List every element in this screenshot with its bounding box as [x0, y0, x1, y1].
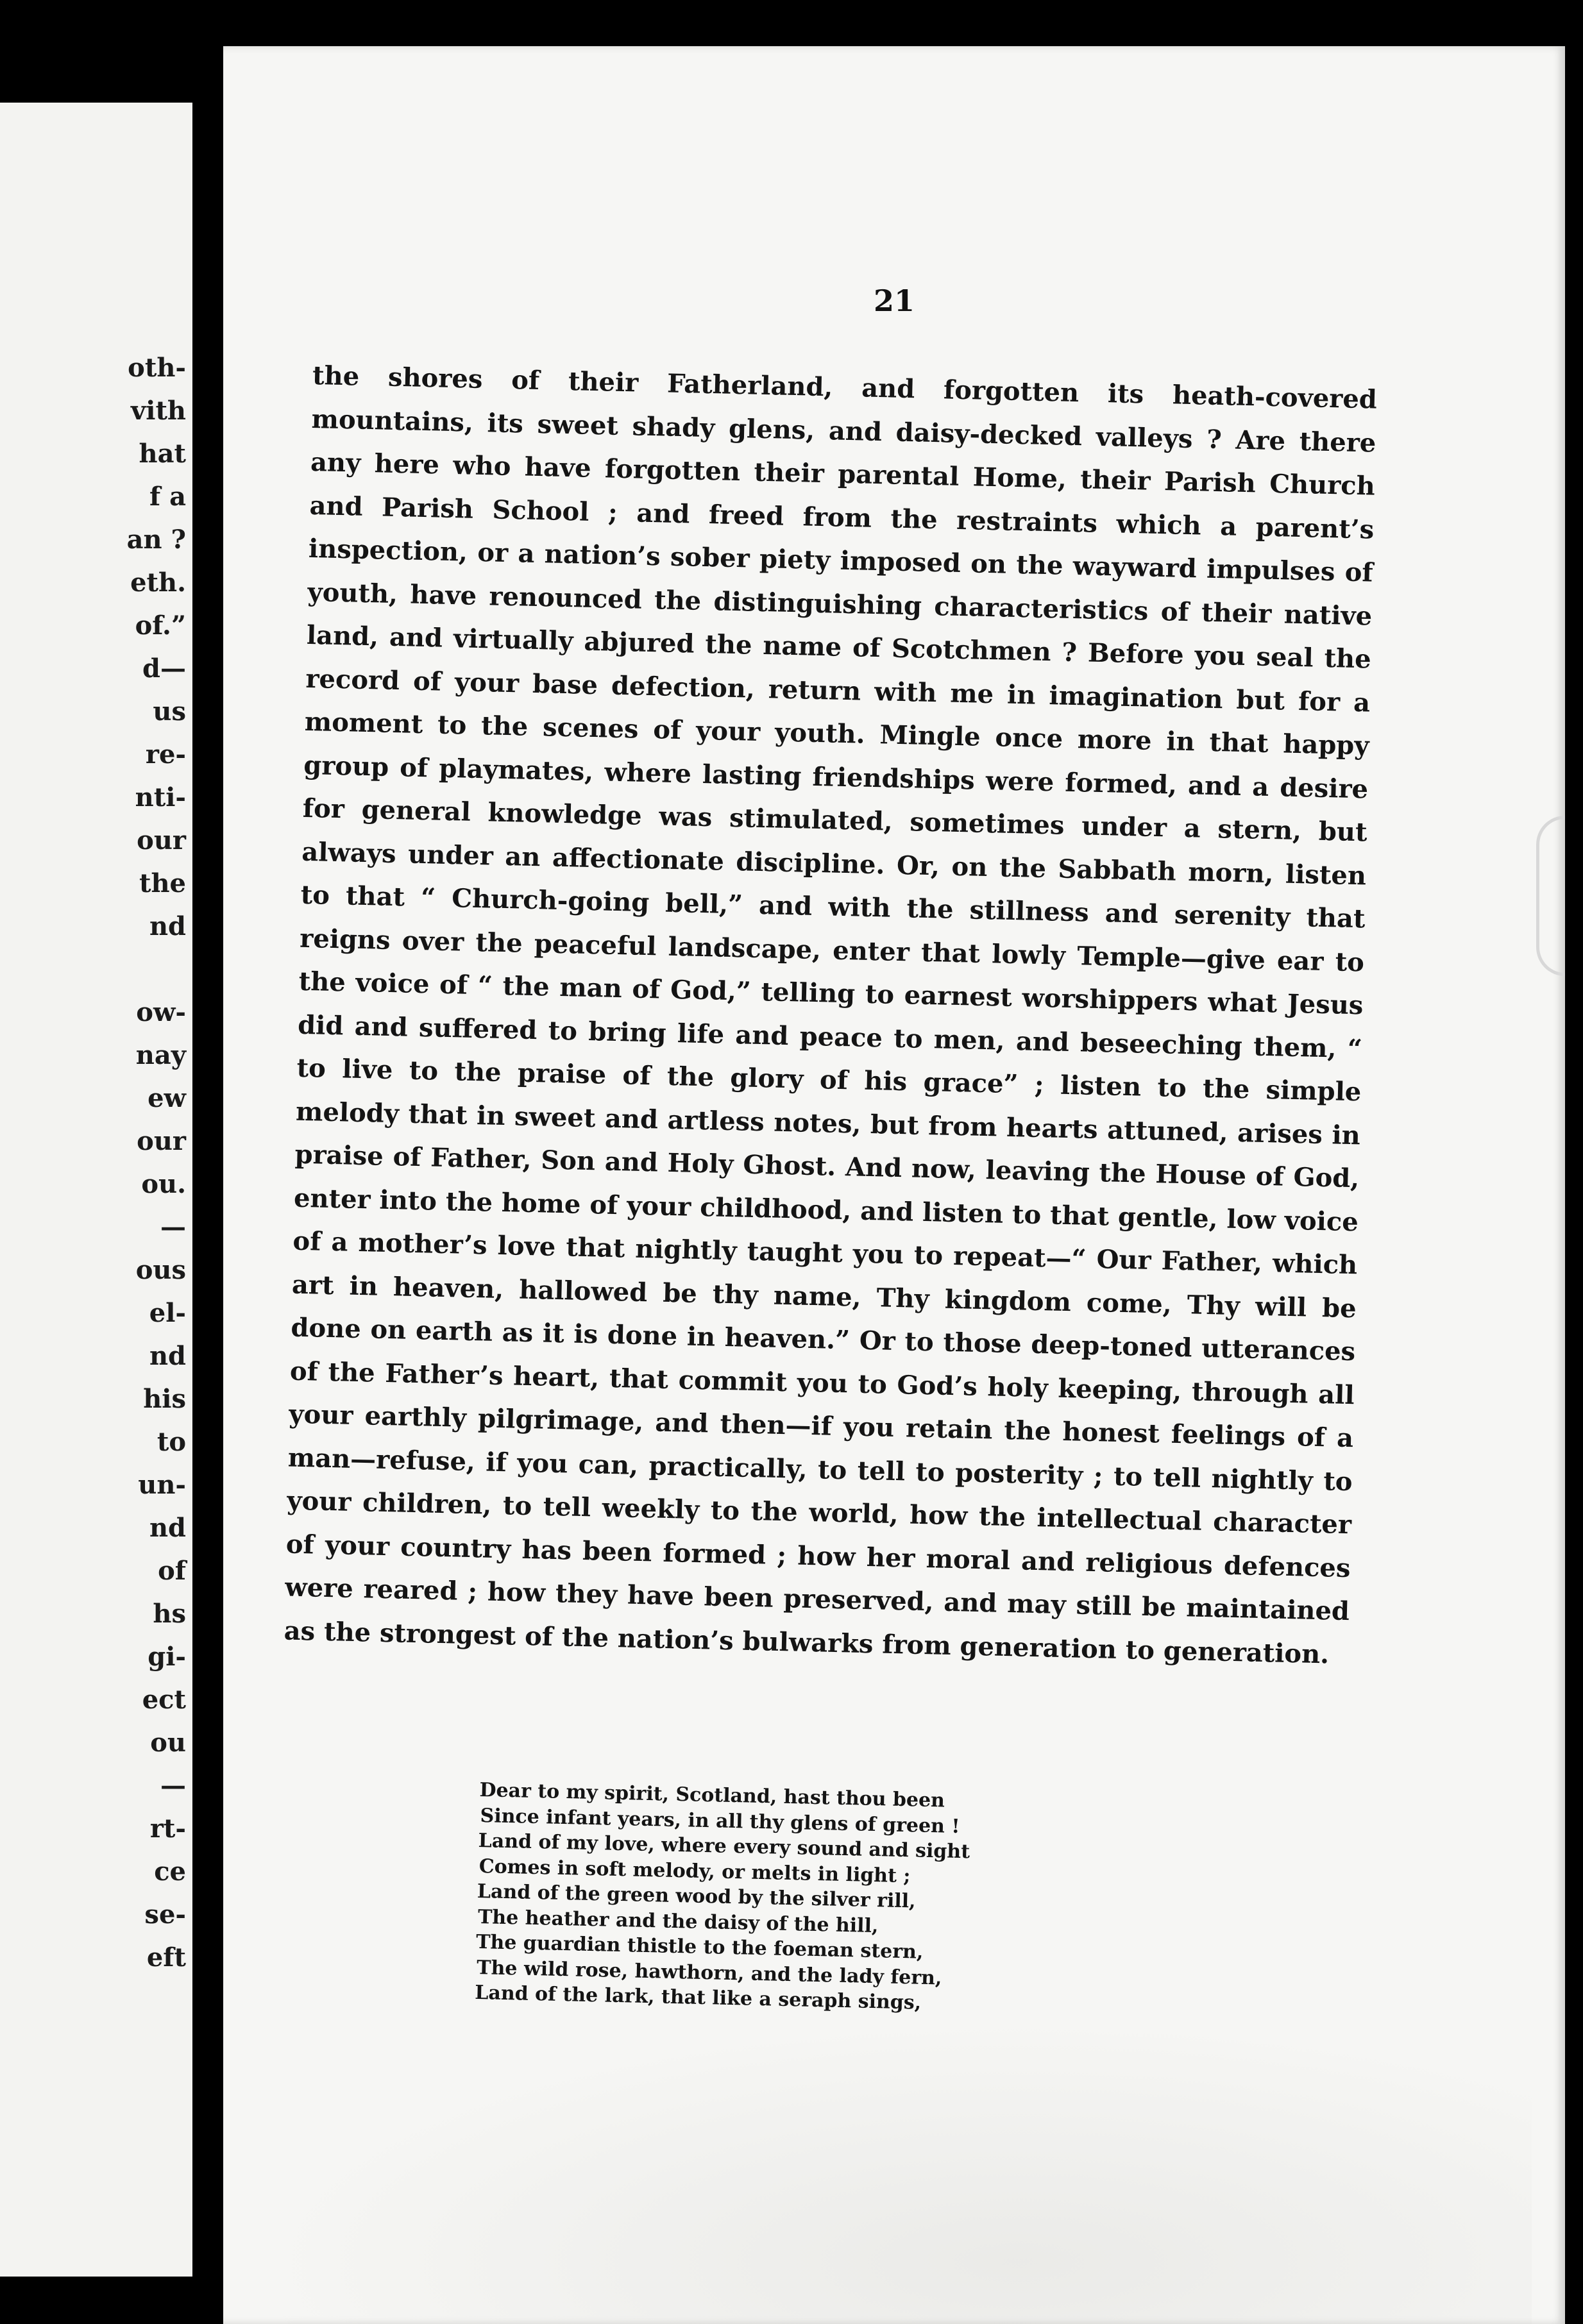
left-page-edge: [0, 103, 199, 2277]
left-fragment: nay: [135, 1040, 186, 1070]
left-fragment: re-: [145, 739, 186, 770]
left-fragment: nd: [149, 1513, 186, 1543]
left-fragment: se-: [144, 1899, 186, 1930]
left-fragment: ect: [142, 1685, 186, 1715]
left-fragment: f a: [149, 482, 186, 512]
left-fragment: oth-: [128, 353, 186, 383]
page-clip-mark: [1536, 816, 1565, 976]
left-fragment: to: [157, 1427, 186, 1457]
verse-line: Comes in soft melody, or melts in light ;: [478, 1855, 911, 1887]
left-fragment: of.”: [135, 610, 186, 641]
left-fragment: our: [137, 1126, 186, 1156]
left-fragment: vith: [131, 396, 186, 426]
left-fragment: nti-: [135, 782, 186, 813]
left-fragment: ow-: [136, 997, 186, 1027]
verse-line: Land of the green wood by the silver rill,: [477, 1880, 916, 1913]
verse-line: The wild rose, hawthorn, and the lady fern,: [476, 1956, 942, 1989]
verse-line: Since infant years, in all thy glens of green !: [480, 1804, 960, 1838]
book-gutter: [192, 0, 223, 2324]
left-fragment: d—: [142, 653, 186, 684]
left-fragment: rt-: [149, 1814, 186, 1844]
left-fragment: un-: [138, 1470, 186, 1500]
left-page-text-fragments: [19, 346, 186, 1979]
left-fragment: our: [137, 825, 186, 855]
left-fragment: an ?: [126, 525, 186, 555]
left-fragment: hs: [153, 1599, 186, 1629]
page-number: 21: [873, 283, 915, 318]
left-fragment: —: [160, 1212, 186, 1242]
left-fragment: ou.: [141, 1169, 186, 1199]
verse-line: Land of my love, where every sound and sight: [478, 1829, 970, 1864]
left-fragment: —: [160, 1771, 186, 1801]
left-fragment: [19, 948, 186, 991]
left-fragment: eft: [146, 1942, 186, 1973]
left-fragment: ous: [135, 1255, 186, 1285]
left-fragment: his: [143, 1384, 186, 1414]
verse-block: [475, 1778, 1185, 2021]
left-fragment: eth.: [130, 568, 186, 598]
main-page: [223, 46, 1565, 2324]
verse-line: The heather and the daisy of the hill,: [477, 1905, 879, 1937]
left-fragment: ew: [148, 1083, 186, 1113]
body-paragraph: the shores of their Fatherland, and forgotten its heath-covered mountains, its sweet shady glens, and daisy-decked valleys ? Are there any here who have forgotten their parental Home, their Parish Church and Parish School ; and freed from the restraints which a parent’s inspection, or a nation’s sober piety imposed on the wayward impulses of youth, have renounced the distinguishing characteristics of their native land, and virtually abjured the name of Scotchmen ? Before you seal the record of your base defection, return with me in imagination but for a moment to the scenes of your youth. Mingle once more in that happy group of playmates, where lasting friendships were formed, and a desire for general knowledge was stimulated, sometimes under a stern, but always under an affectionate discipline. Or, on the Sabbath morn, listen to that “ Church-going bell,” and with the stillness and serenity that reigns over the peaceful landscape, enter that lowly Temple—give ear to the voice of “ the man of God,” telling to earnest worshippers what Jesus did and suffered to bring life and peace to men, and beseeching them, “ to live to the praise of the glory of his grace” ; listen to the simple melody that in sweet and artless notes, but from hearts attuned, arises in praise of Father, Son and Holy Ghost. And now, leaving the House of God, enter into the home of your childhood, and listen to that gentle, low voice of a mother’s love that nightly taught you to repeat—“ Our Father, which art in heaven, hallowed be thy name, Thy kingdom come, Thy will be done on earth as it is done in heaven.” Or to those deep-toned utterances of the Father’s heart, that commit you to God’s holy keeping, through all your earthly pilgrimage, and then—if you retain the honest feelings of a man—refuse, if you can, practically, to tell to posterity ; to tell nightly to your children, to tell weekly to the world, how the intellectual character of your country has been formed ; how her moral and religious defences were reared ; how they have been preserved, and may still be maintained as the strongest of the nation’s bulwarks from generation to generation.: [284, 360, 1378, 1669]
left-fragment: gi-: [148, 1642, 186, 1672]
left-fragment: ce: [154, 1857, 186, 1887]
left-fragment: nd: [149, 1341, 186, 1371]
left-fragment: us: [153, 696, 186, 727]
verse-line: Land of the lark, that like a seraph sings,: [474, 1981, 922, 2014]
verse-line: The guardian thistle to the foeman stern,: [475, 1930, 924, 1964]
verse-line: Dear to my spirit, Scotland, hast thou been: [479, 1778, 945, 1812]
left-fragment: of: [158, 1556, 186, 1586]
left-fragment: ou: [150, 1728, 186, 1758]
left-fragment: the: [139, 868, 186, 898]
left-fragment: el-: [149, 1298, 186, 1328]
page-stain: [249, 2016, 1532, 2324]
left-fragment: hat: [139, 439, 186, 469]
left-fragment: nd: [149, 911, 186, 941]
